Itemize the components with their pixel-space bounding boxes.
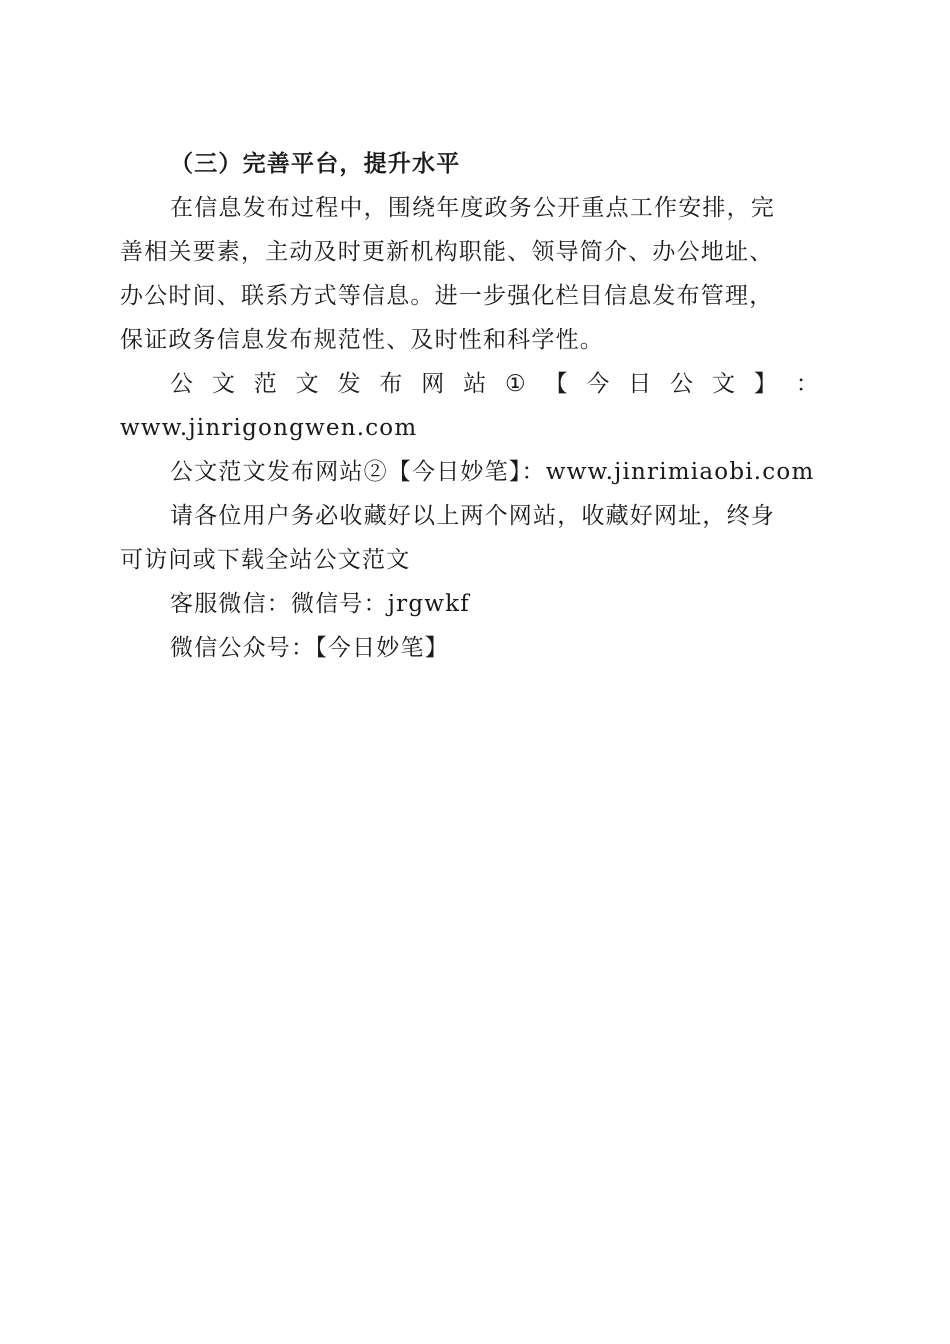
paragraph1-line4: 保证政务信息发布规范性、及时性和科学性。: [120, 327, 604, 353]
paragraph1-line1: 在信息发布过程中，围绕年度政务公开重点工作安排，完: [170, 195, 775, 221]
site1-url[interactable]: www.jinrigongwen.com: [120, 415, 418, 441]
site1-char: 【: [544, 371, 569, 397]
site1-char: 网: [421, 371, 446, 397]
site1-char: ①: [505, 371, 527, 397]
section-heading: （三）完善平台，提升水平: [170, 150, 461, 177]
site1-char: ：: [795, 371, 820, 397]
notice-line1: 请各位用户务必收藏好以上两个网站，收藏好网址，终身: [170, 503, 775, 529]
site1-char: 文: [712, 371, 737, 397]
site1-char: 文: [295, 371, 320, 397]
site1-char: 文: [211, 371, 237, 397]
site1-char: 日: [628, 371, 653, 397]
notice-line2: 可访问或下载全站公文范文: [120, 547, 411, 573]
site2-line[interactable]: 公文范文发布网站②【今日妙笔】：www.jinrimiaobi.com: [170, 459, 815, 485]
site1-char: 公: [170, 371, 195, 397]
wechat-service: 客服微信：微信号：jrgwkf: [170, 591, 470, 617]
site1-char: 范: [253, 371, 278, 397]
site1-char: 】: [753, 371, 779, 397]
document-body: [120, 142, 820, 670]
site1-title-line: [120, 362, 820, 406]
paragraph1-line2: 善相关要素，主动及时更新机构职能、领导简介、办公地址、: [120, 239, 774, 265]
site1-char: 公: [670, 371, 695, 397]
wechat-official: 微信公众号：【今日妙笔】: [170, 635, 449, 661]
paragraph1-line3: 办公时间、联系方式等信息。进一步强化栏目信息发布管理，: [120, 283, 774, 309]
site1-char: 布: [379, 371, 404, 397]
site1-char: 站: [463, 371, 488, 397]
site1-char: 发: [337, 371, 362, 397]
site1-char: 今: [586, 371, 611, 397]
